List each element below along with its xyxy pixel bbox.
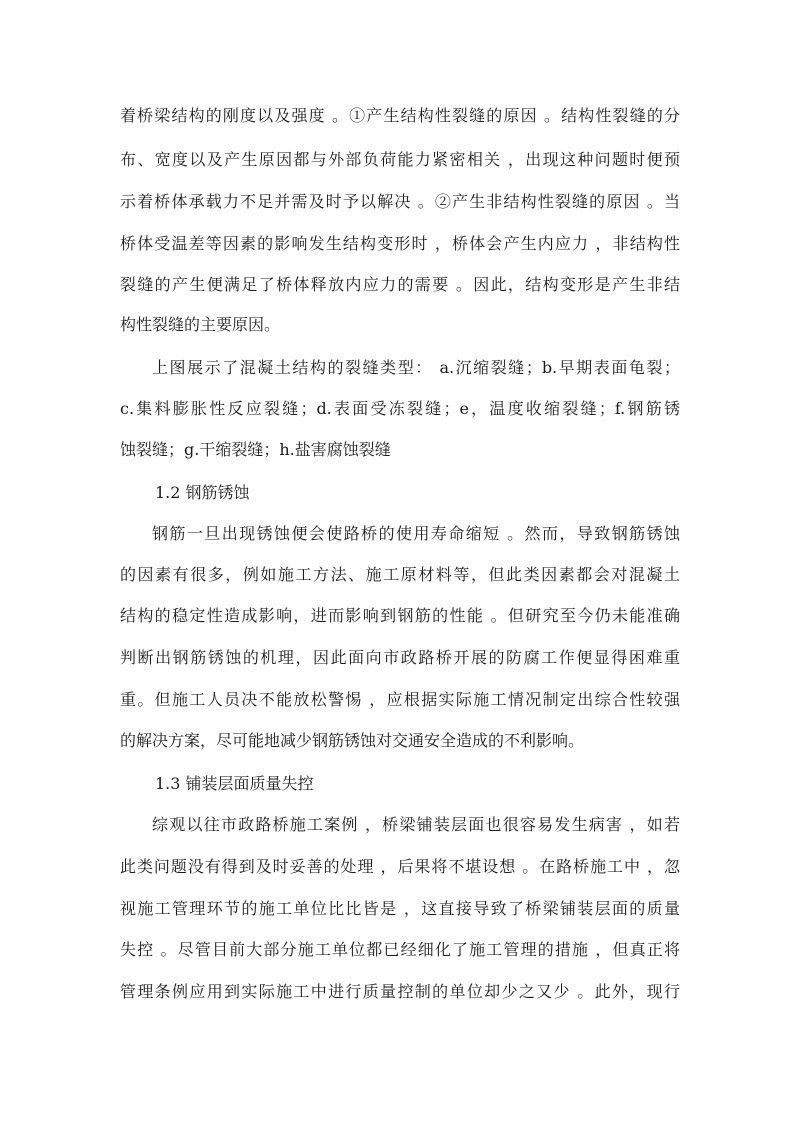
body-text-line: 钢筋一旦出现锈蚀便会使路桥的使用寿命缩短 。然而，导致钢筋锈蚀: [152, 524, 680, 543]
body-text-line: 着桥梁结构的刚度以及强度 。①产生结构性裂缝的原因 。结构性裂缝的分: [120, 106, 680, 125]
body-text-line: 示着桥体承载力不足并需及时予以解决 。②产生非结构性裂缝的原因 。当: [120, 192, 680, 211]
body-text-line: 构性裂缝的主要原因。: [120, 315, 281, 334]
body-text-line: 此类问题没有得到及时妥善的处理 ，后果将不堪设想 。在路桥施工中 ，忽: [120, 857, 680, 876]
body-text-line: 综观以往市政路桥施工案例 ，桥梁铺装层面也很容易发生病害 ，如若: [152, 815, 680, 834]
body-text-line: 的因素有很多，例如施工方法、施工原材料等，但此类因素都会对混凝土: [120, 565, 680, 584]
body-text-line: 视施工管理环节的施工单位比比皆是 ，这直接导致了桥梁铺装层面的质量: [120, 899, 680, 918]
body-text-line: 上图展示了混凝土结构的裂缝类型： a.沉缩裂缝；b.早期表面龟裂；: [152, 358, 680, 377]
body-text-line: 蚀裂缝；g.干缩裂缝；h.盐害腐蚀裂缝: [120, 440, 391, 459]
body-text-line: 重。但施工人员决不能放松警惕 ，应根据实际施工情况制定出综合性较强: [120, 690, 680, 709]
body-text-line: 失控 。尽管目前大部分施工单位都已经细化了施工管理的措施 ，但真正将: [120, 940, 680, 959]
section-heading: 1.2 钢筋锈蚀: [155, 483, 250, 502]
body-text-line: 布、宽度以及产生原因都与外部负荷能力紧密相关 ，出现这种问题时便预: [120, 150, 680, 169]
section-heading: 1.3 铺装层面质量失控: [155, 774, 314, 793]
body-text-line: 的解决方案，尽可能地减少钢筋锈蚀对交通安全造成的不利影响。: [120, 731, 585, 750]
body-text-line: 裂缝的产生便满足了桥体释放内应力的需要 。因此，结构变形是产生非结: [120, 275, 680, 294]
body-text-line: 桥体受温差等因素的影响发生结构变形时 ，桥体会产生内应力 ，非结构性: [120, 234, 680, 253]
body-text-line: 判断出钢筋锈蚀的机理，因此面向市政路桥开展的防腐工作便显得困难重: [120, 648, 680, 667]
body-text-line: 管理条例应用到实际施工中进行质量控制的单位却少之又少 。此外，现行: [120, 982, 680, 1001]
body-text-line: 结构的稳定性造成影响，进而影响到钢筋的性能 。但研究至今仍未能准确: [120, 606, 680, 625]
body-text-line: c.集料膨胀性反应裂缝；d.表面受冻裂缝；e，温度收缩裂缝；f.钢筋锈: [120, 399, 680, 418]
